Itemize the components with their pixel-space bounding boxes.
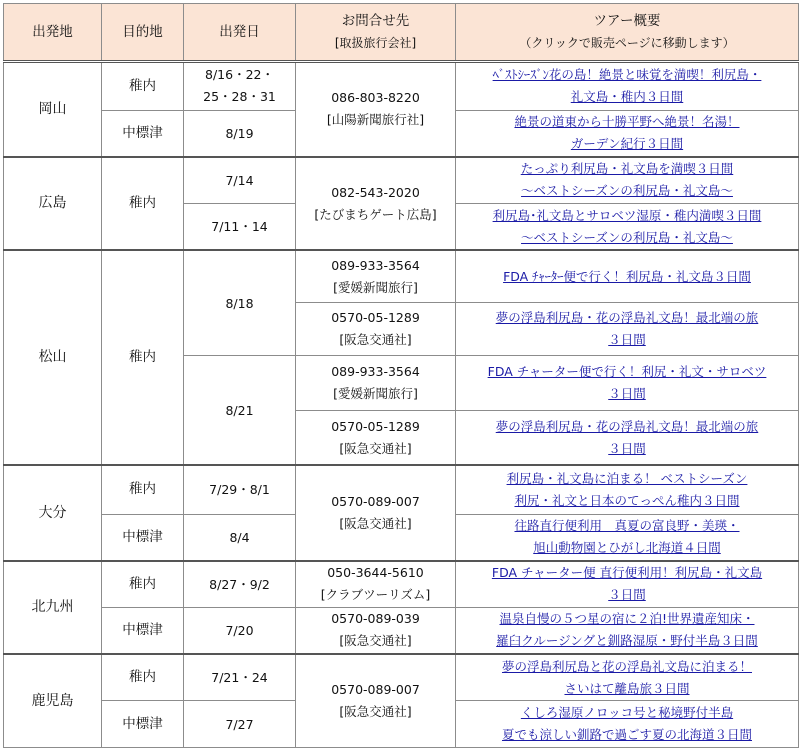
tour-link-line[interactable]: FDA チャーター便 直行便利用！利尻島・礼文島: [491, 565, 763, 581]
agency-name: [阪急交通社]: [339, 633, 412, 649]
agency-name: [阪急交通社]: [339, 440, 412, 456]
destination: 稚内: [102, 654, 184, 701]
agency-phone: 0570-05-1289: [331, 418, 420, 434]
agency-name: [クラブツーリズム]: [320, 587, 431, 603]
departure-city: 広島: [4, 157, 102, 250]
date-line: 8/16・22・: [205, 67, 274, 83]
tour-link-line[interactable]: 礼文島・稚内３日間: [570, 89, 684, 105]
agency-phone: 0570-089-007: [331, 494, 420, 510]
agency-phone: 0570-089-007: [331, 682, 420, 698]
tour-link-line[interactable]: ３日間: [608, 587, 646, 603]
agency-contact: [296, 356, 456, 411]
table-row: [4, 561, 799, 608]
departure-date: 7/20: [184, 607, 296, 654]
agency-contact: [296, 607, 456, 654]
table-row: [4, 62, 799, 111]
destination: 中標津: [102, 514, 184, 561]
destination: 中標津: [102, 607, 184, 654]
agency-contact: [296, 250, 456, 303]
tour-link-cell[interactable]: [456, 303, 799, 356]
destination: 稚内: [102, 62, 184, 111]
header-departure: 出発地: [4, 4, 102, 62]
tour-link-cell[interactable]: [456, 561, 799, 608]
departure-date: 8/18: [184, 250, 296, 356]
agency-name: [愛媛新聞旅行]: [333, 386, 418, 402]
agency-phone: 0570-089-039: [331, 611, 420, 627]
tour-link-line[interactable]: 利尻島･礼文島とサロベツ湿原・稚内満喫３日間: [492, 207, 762, 223]
agency-contact: [296, 654, 456, 747]
tour-link-line[interactable]: 夢の浮島利尻島・花の浮島礼文島！最北端の旅: [495, 310, 759, 326]
destination: 中標津: [102, 110, 184, 157]
table-row: [4, 654, 799, 701]
departure-city: 松山: [4, 250, 102, 465]
agency-phone: 050-3644-5610: [327, 565, 424, 581]
tour-table: [3, 3, 799, 748]
tour-link-line[interactable]: 利尻・礼文と日本のてっぺん稚内３日間: [514, 492, 740, 508]
tour-link-line[interactable]: ～ベストシーズンの利尻島・礼文島～: [521, 229, 733, 245]
departure-date: [184, 62, 296, 111]
agency-contact: [296, 411, 456, 466]
destination: 稚内: [102, 157, 184, 250]
header-row: [4, 4, 799, 62]
tour-link-line[interactable]: 羅臼クルージングと釧路湿原・野付半島３日間: [496, 633, 758, 649]
agency-contact: [296, 62, 456, 157]
tour-link-line[interactable]: ３日間: [608, 386, 646, 402]
tour-link-line[interactable]: FDA チャーター便で行く！利尻・礼文・サロベツ: [487, 364, 767, 380]
destination: 稚内: [102, 250, 184, 465]
tour-link-line[interactable]: 利尻島・礼文島に泊まる！ ベストシーズン: [506, 470, 748, 486]
table-row: [4, 465, 799, 514]
table-row: [4, 250, 799, 303]
tour-link-line[interactable]: 温泉自慢の５つ星の宿に２泊!世界遺産知床・: [499, 611, 755, 627]
agency-contact: [296, 303, 456, 356]
agency-contact: [296, 561, 456, 608]
tour-link-cell[interactable]: [456, 204, 799, 251]
tour-link-line[interactable]: 絶景の道東から十勝平野へ絶景！名湯！: [514, 114, 740, 130]
departure-city: 北九州: [4, 561, 102, 654]
departure-date: 7/14: [184, 157, 296, 204]
departure-date: 7/11・14: [184, 204, 296, 251]
tour-link-line[interactable]: ～ベストシーズンの利尻島・礼文島～: [521, 183, 733, 199]
tour-link-cell[interactable]: [456, 411, 799, 466]
departure-date: 8/4: [184, 514, 296, 561]
departure-city: 大分: [4, 465, 102, 560]
tour-link-cell[interactable]: [456, 356, 799, 411]
agency-name: [阪急交通社]: [339, 332, 412, 348]
tour-link-line[interactable]: ３日間: [608, 332, 646, 348]
tour-link-cell[interactable]: [456, 514, 799, 561]
tour-link-cell[interactable]: [456, 701, 799, 748]
tour-link-line[interactable]: たっぷり利尻島・礼文島を満喫３日間: [520, 161, 734, 177]
agency-phone: 082-543-2020: [331, 184, 420, 200]
tour-link-line[interactable]: ガーデン紀行３日間: [570, 136, 684, 152]
tour-link-line[interactable]: くしろ湿原ノロッコ号と秘境野付半島: [520, 705, 734, 721]
tour-link-cell[interactable]: [456, 157, 799, 204]
tour-link-line[interactable]: ﾍﾞｽﾄｼｰｽﾞﾝ花の島！絶景と味覚を満喫！利尻島・: [492, 67, 762, 83]
departure-date: 7/21・24: [184, 654, 296, 701]
header-contact: [296, 4, 456, 62]
agency-phone: 089-933-3564: [331, 257, 420, 273]
tour-link-cell[interactable]: [456, 465, 799, 514]
agency-phone: 089-933-3564: [331, 364, 420, 380]
tour-link-line[interactable]: 往路直行便利用 真夏の富良野・美瑛・: [514, 518, 740, 534]
header-overview: [456, 4, 799, 62]
agency-name: [山陽新聞旅行社]: [326, 112, 425, 128]
agency-name: [阪急交通社]: [339, 704, 412, 720]
tour-link-line[interactable]: ３日間: [608, 440, 646, 456]
tour-link-line[interactable]: さいはて離島旅３日間: [564, 680, 690, 696]
agency-name: [阪急交通社]: [339, 516, 412, 532]
tour-link-line[interactable]: 旭山動物園とひがし北海道４日間: [533, 540, 721, 556]
destination: 稚内: [102, 561, 184, 608]
agency-phone: 086-803-8220: [331, 90, 420, 106]
header-overview-label: ツアー概要: [593, 13, 661, 29]
tour-link-cell[interactable]: [456, 607, 799, 654]
tour-link-line[interactable]: 夏でも涼しい釧路で過ごす夏の北海道３日間: [501, 727, 752, 743]
header-date: 出発日: [184, 4, 296, 62]
header-contact-label: お問合せ先: [341, 13, 410, 29]
departure-city: 岡山: [4, 62, 102, 157]
agency-name: [愛媛新聞旅行]: [333, 279, 418, 295]
departure-date: 8/27・9/2: [184, 561, 296, 608]
departure-date: 7/27: [184, 701, 296, 748]
destination: 中標津: [102, 701, 184, 748]
departure-date: 7/29・8/1: [184, 465, 296, 514]
date-line: 25・28・31: [203, 89, 276, 105]
departure-date: 8/21: [184, 356, 296, 466]
tour-link-line[interactable]: 夢の浮島利尻島と花の浮島礼文島に泊まる！: [501, 658, 752, 674]
departure-city: 鹿児島: [4, 654, 102, 747]
agency-name: [たびまちゲート広島]: [314, 206, 437, 222]
departure-date: 8/19: [184, 110, 296, 157]
tour-link-cell[interactable]: [456, 654, 799, 701]
agency-phone: 0570-05-1289: [331, 310, 420, 326]
tour-link-line[interactable]: 夢の浮島利尻島・花の浮島礼文島！最北端の旅: [495, 418, 759, 434]
tour-link-cell[interactable]: [456, 62, 799, 111]
header-destination: 目的地: [102, 4, 184, 62]
agency-contact: [296, 157, 456, 250]
table-row: [4, 607, 799, 654]
header-contact-sub: [取扱旅行会社]: [334, 36, 417, 50]
destination: 稚内: [102, 465, 184, 514]
tour-link-cell[interactable]: [456, 250, 799, 303]
agency-contact: [296, 465, 456, 560]
table-row: [4, 157, 799, 204]
tour-link-cell[interactable]: [456, 110, 799, 157]
tour-link-line[interactable]: FDA ﾁｬｰﾀｰ便で行く！利尻島・礼文島３日間: [503, 268, 751, 284]
header-overview-sub: （クリックで販売ページに移動します）: [519, 36, 735, 50]
